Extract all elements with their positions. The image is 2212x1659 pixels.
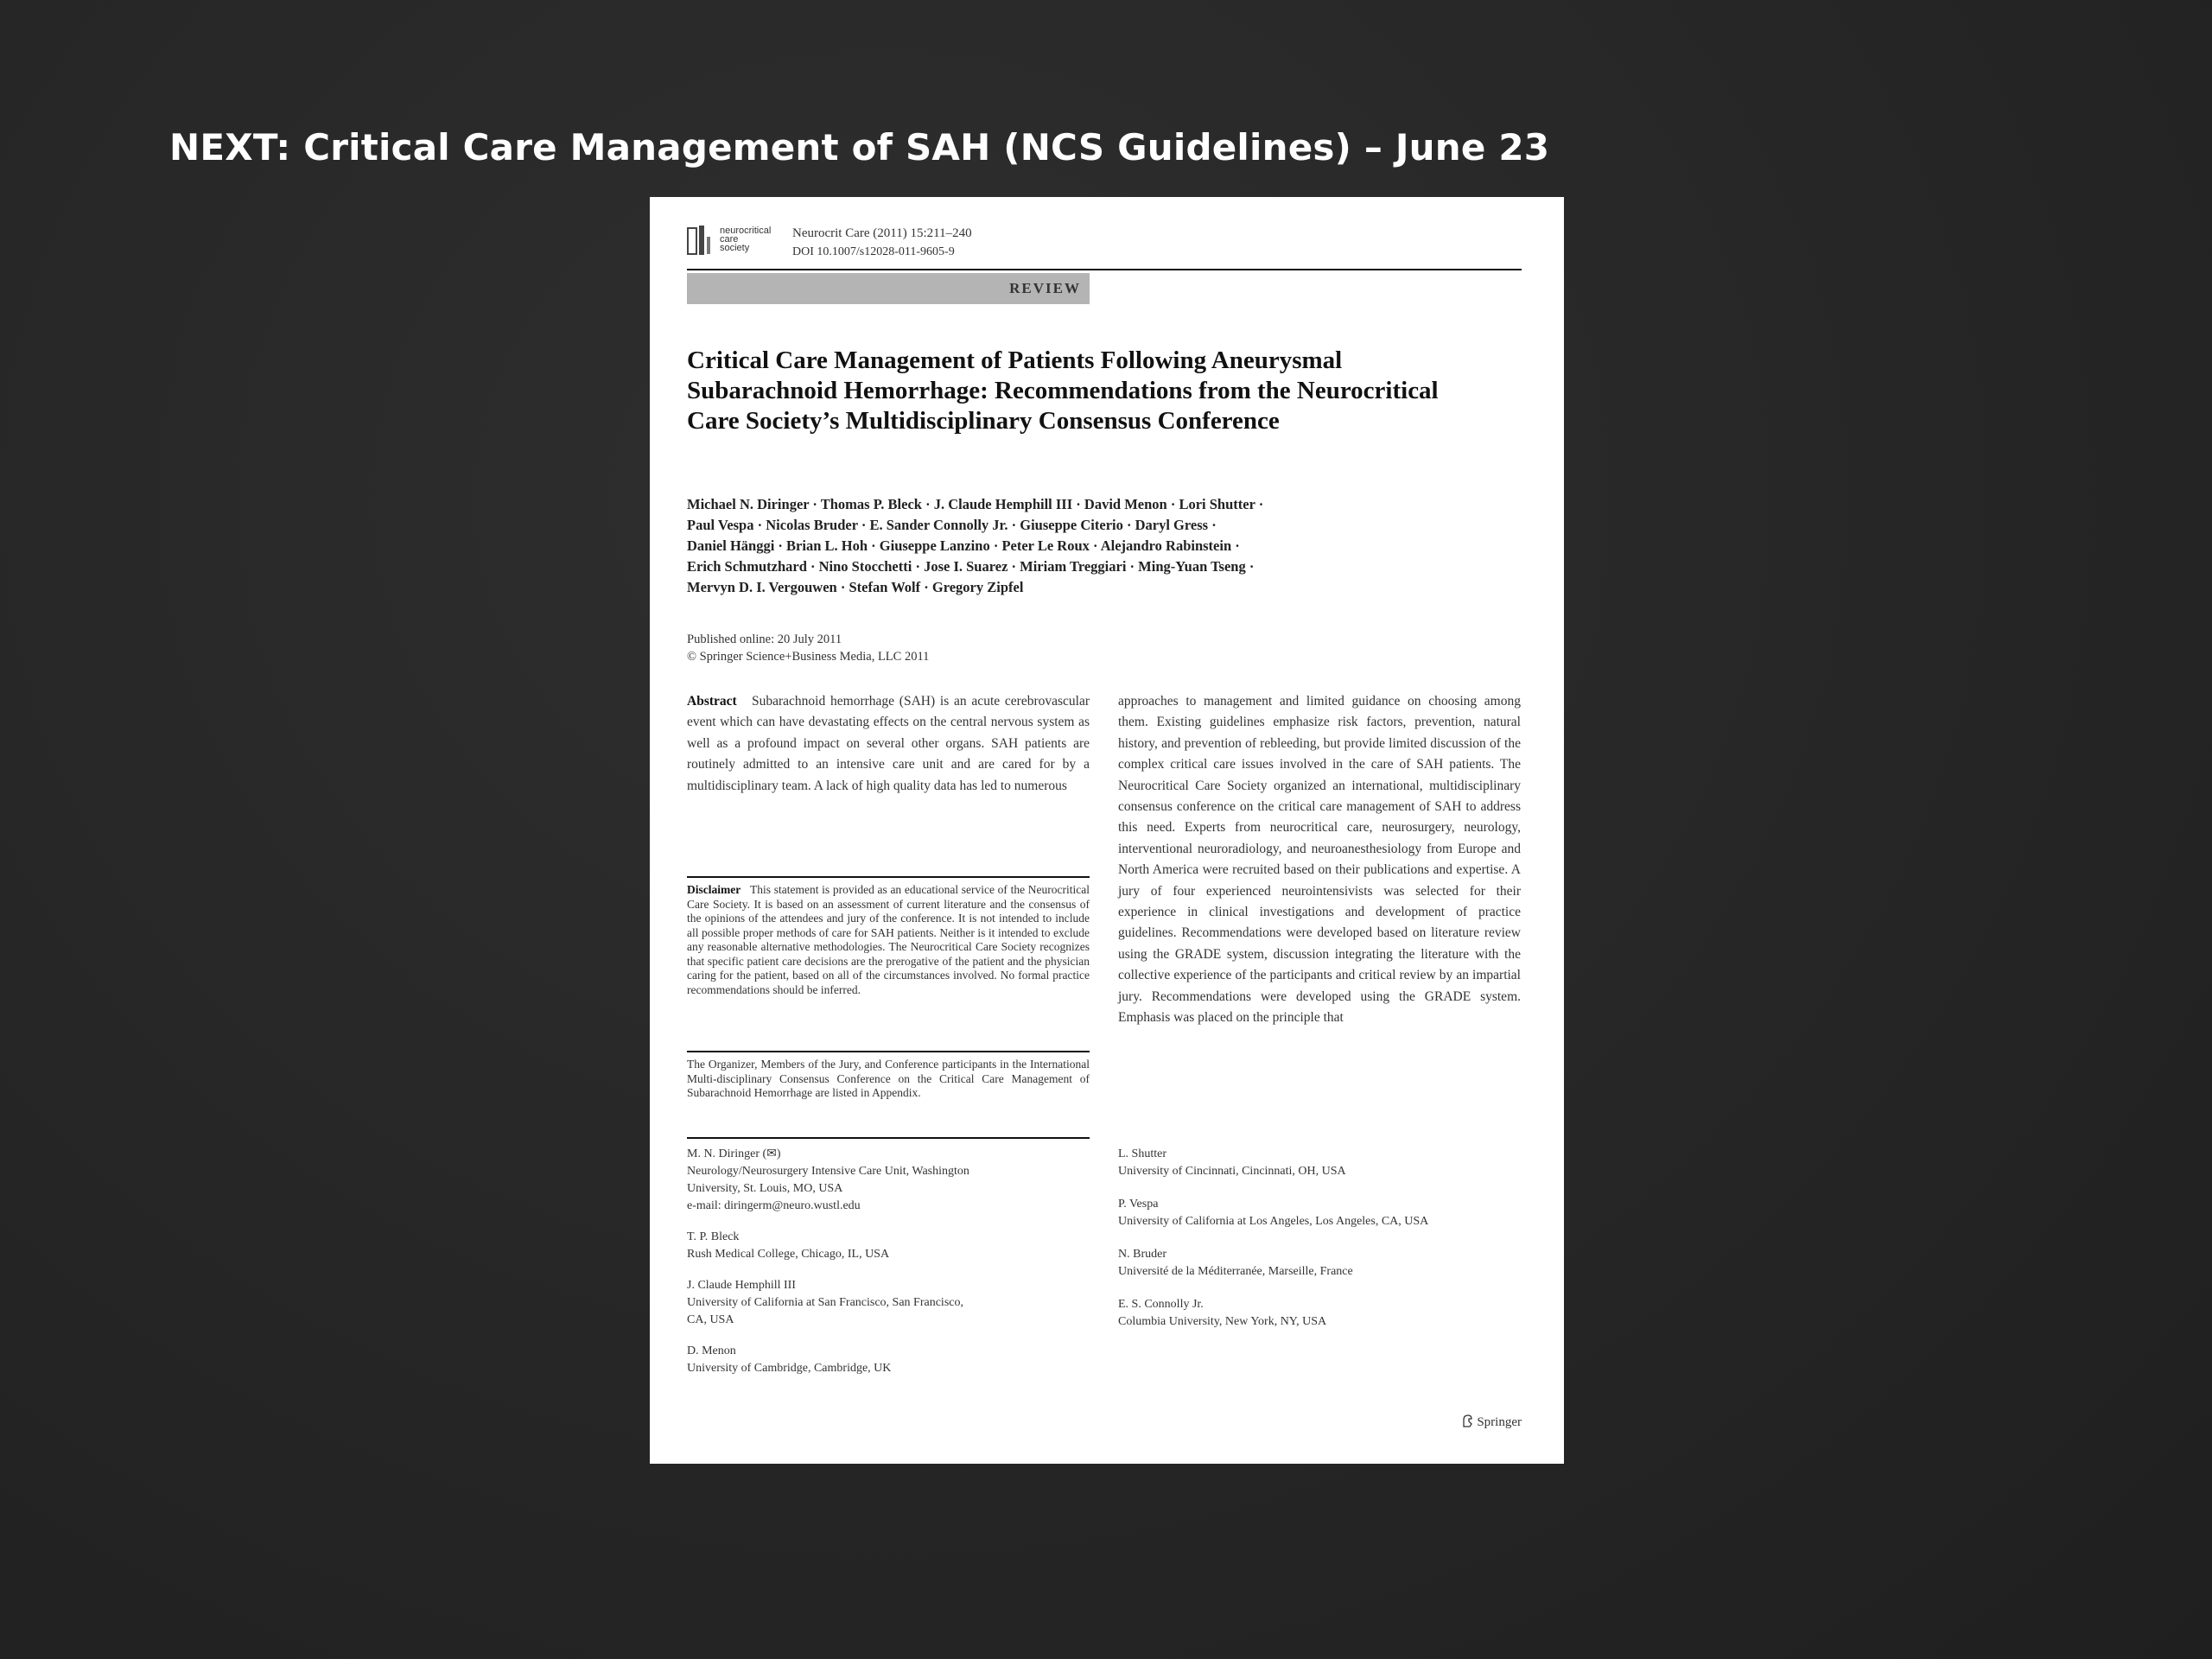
publisher-name: Springer — [1477, 1415, 1522, 1429]
affiliation-item: P. Vespa University of California at Los Angeles, Los Angeles, CA, USA — [1118, 1198, 1429, 1228]
published-date: Published online: 20 July 2011 — [687, 632, 842, 646]
disclaimer-box — [687, 876, 1090, 997]
affiliations-left — [687, 1137, 1090, 1391]
affiliation-item: E. S. Connolly Jr. Columbia University, New York, NY, USA — [1118, 1298, 1327, 1328]
section-label: REVIEW — [687, 273, 1090, 304]
disclaimer-text: This statement is provided as an educational service of the Neurocritical Care Society. It is based on an assessment of current literature and the consensus of the opinions of the attendees and jury of the conference. It is not intended to include all possible proper methods of care for SAH patients. Neither is it intended to exclude any reasonable alternative methodologies. The Neurocritical Care Society recognizes that specific patient care decisions are the prerogative of the patient and the physician caring for the patient, based on all of the circumstances involved. No formal practice recommendations should be inferred. — [687, 883, 1090, 996]
author-line: Mervyn D. I. Vergouwen · Stefan Wolf · Gregory Zipfel — [687, 579, 1024, 595]
publication-info — [687, 631, 929, 665]
author-line: Michael N. Diringer · Thomas P. Bleck · J. Claude Hemphill III · David Menon · Lori Shutter · — [687, 496, 1264, 512]
affiliation-item: M. N. Diringer (✉) Neurology/Neurosurgery Intensive Care Unit, Washington University, St. Louis, MO, USA e-mail: diringerm@neuro.wustl.edu — [687, 1147, 969, 1212]
author-line: Erich Schmutzhard · Nino Stocchetti · Jose I. Suarez · Miriam Treggiari · Ming-Yuan Tseng · — [687, 558, 1255, 575]
abstract-right-column: approaches to management and limited guidance on choosing among them. Existing guidelines emphasize risk factors, prevention, natural history, and prevention of rebleeding, but provide limited discussion of the complex critical care issues involved in the care of SAH patients. The Neurocritical Care Society organized an international, multidisciplinary consensus conference on the critical care management of SAH to address this need. Experts from neurocritical care, neurosurgery, neurology, interventional neuroradiology, and neuroanesthesiology from Europe and North America were recruited based on their publications and expertise. A jury of four experienced neurointensivists was selected for their experience in clinical investigations and development of practice guidelines. Recommendations were developed based on literature review using the GRADE system, discussion integrating the literature with the collective experience of the participants and critical review by an impartial jury. Recommendations were developed using the GRADE system. Emphasis was placed on the principle that — [1118, 694, 1521, 1026]
affiliation-item: D. Menon University of Cambridge, Cambridge, UK — [687, 1344, 892, 1375]
society-name: neurocritical care society — [720, 226, 772, 253]
affiliation-item: T. P. Bleck Rush Medical College, Chicago, IL, USA — [687, 1230, 890, 1261]
doi: DOI 10.1007/s12028-011-9605-9 — [792, 245, 955, 258]
affiliation-item: N. Bruder Université de la Méditerranée, Marseille, France — [1118, 1248, 1353, 1278]
copyright: © Springer Science+Business Media, LLC 2011 — [687, 650, 930, 664]
affiliation-item: L. Shutter University of Cincinnati, Cincinnati, OH, USA — [1118, 1147, 1346, 1178]
publisher-mark — [1461, 1414, 1522, 1430]
author-line: Paul Vespa · Nicolas Bruder · E. Sander Connolly Jr. · Giuseppe Citerio · Daryl Gress · — [687, 517, 1217, 533]
header-rule — [687, 269, 1522, 270]
paper-page — [650, 197, 1564, 1464]
affiliations-right — [1118, 1146, 1521, 1346]
slide-title: NEXT: Critical Care Management of SAH (NCS Guidelines) – June 23 — [169, 126, 1550, 168]
author-list — [687, 494, 1421, 598]
disclaimer-label: Disclaimer — [687, 883, 741, 896]
society-logo-icon — [687, 225, 716, 256]
abstract-label: Abstract — [687, 694, 737, 709]
paper-title: Critical Care Management of Patients Following Aneurysmal Subarachnoid Hemorrhage: Recommendations from the Neurocritical Care Society’s Multidisciplinary Consensus Conference — [687, 346, 1439, 435]
affiliation-item: J. Claude Hemphill III University of California at San Francisco, San Francisco, CA, USA — [687, 1279, 963, 1326]
springer-horse-icon — [1461, 1414, 1473, 1427]
organizer-note: The Organizer, Members of the Jury, and Conference participants in the International Multi-disciplinary Consensus Conference on the Critical Care Management of Subarachnoid Hemorrhage are listed in Appendix. — [687, 1051, 1090, 1101]
journal-citation: Neurocrit Care (2011) 15:211–240 — [792, 226, 972, 240]
abstract-text: Subarachnoid hemorrhage (SAH) is an acute cerebrovascular event which can have devastating effects on the central nervous system as well as a profound impact on several other organs. SAH patients are routinely admitted to an intensive care unit and are cared for by a multidisciplinary team. A lack of high quality data has led to numerous — [687, 694, 1090, 793]
author-line: Daniel Hänggi · Brian L. Hoh · Giuseppe Lanzino · Peter Le Roux · Alejandro Rabinstein · — [687, 537, 1240, 554]
abstract-left-column — [687, 691, 1090, 797]
journal-header — [687, 225, 1522, 263]
